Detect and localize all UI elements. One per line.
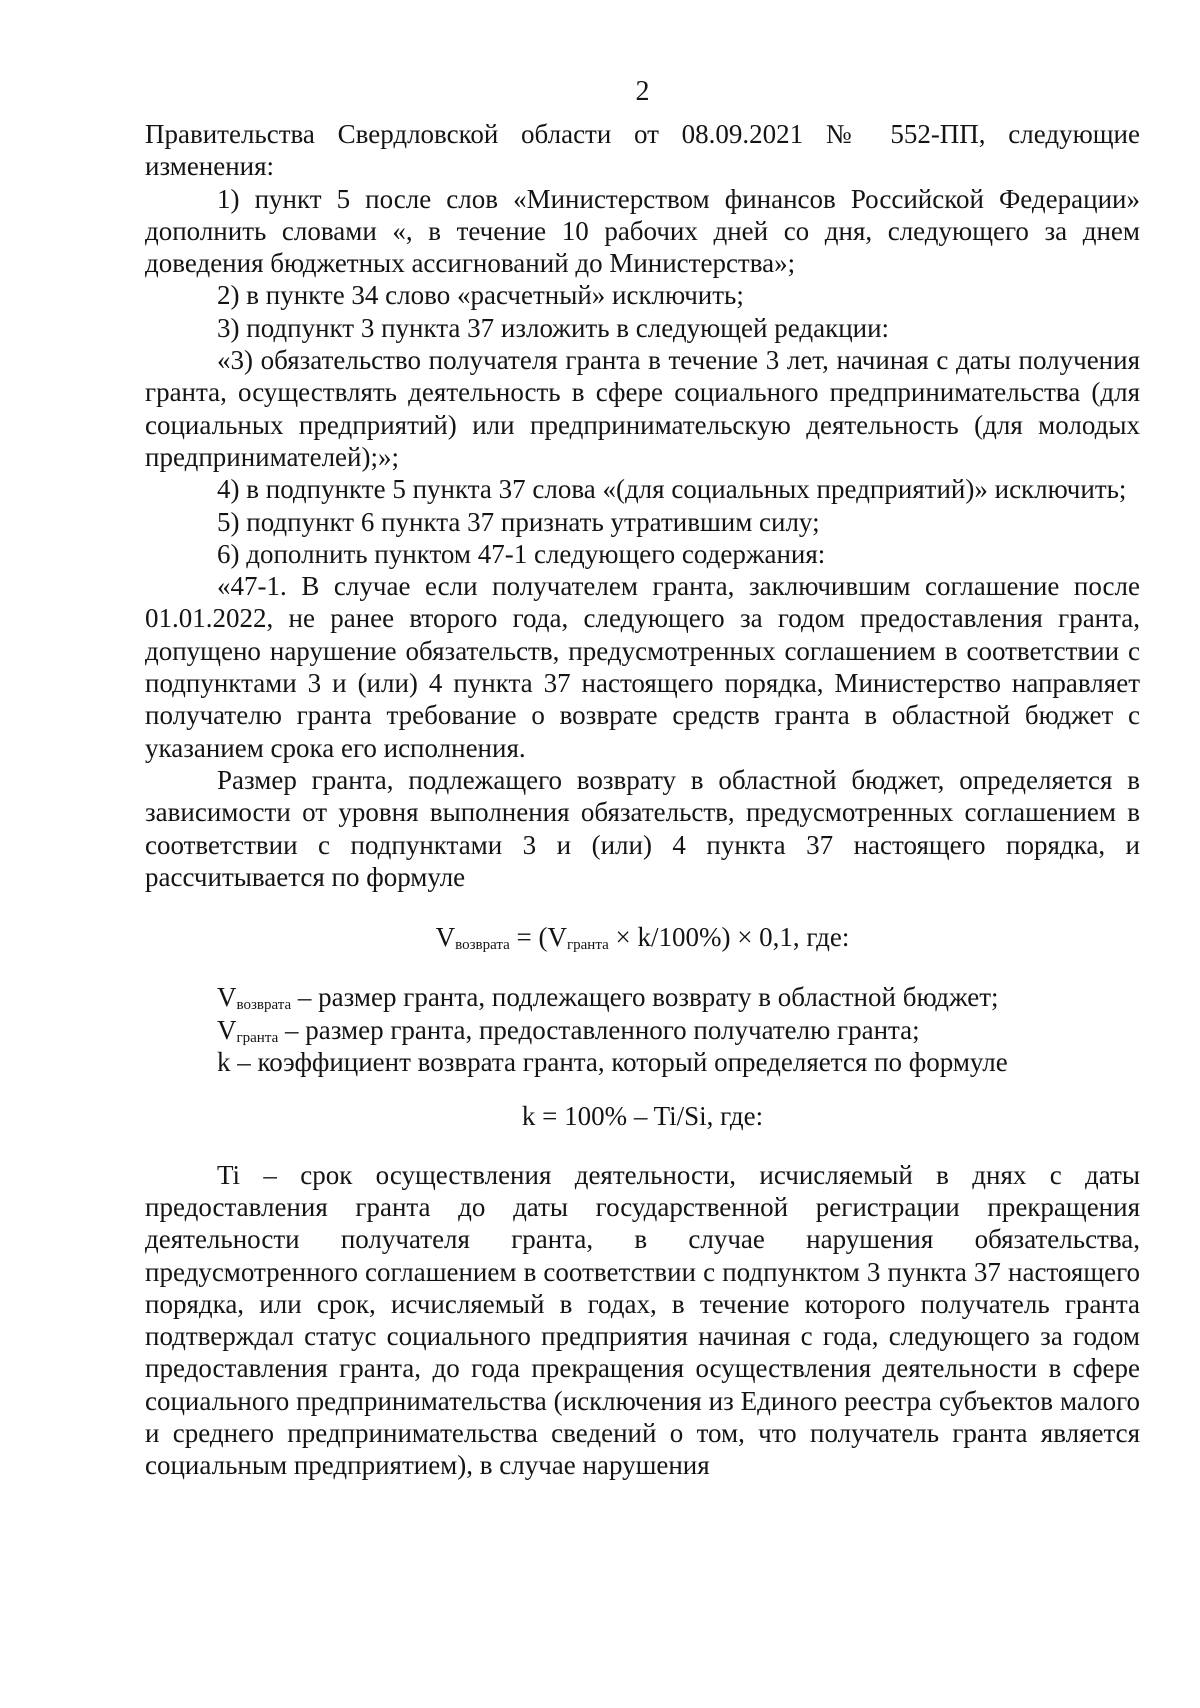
paragraph-item-5: 5) подпункт 6 пункта 37 признать утратившим силу; (217, 506, 820, 537)
paragraph-item-3: 3) подпункт 3 пункта 37 изложить в следующей редакции: (217, 312, 890, 343)
definition-v-grant (145, 1014, 1140, 1046)
page-number: 2 (635, 76, 650, 107)
definition-v-return (145, 981, 1140, 1013)
document-body (145, 118, 1140, 1482)
formula-v: V (435, 922, 456, 953)
formula-eq: = (V (509, 922, 567, 953)
definition-k: k – коэффициент возврата гранта, который определяется по формуле (217, 1047, 1008, 1078)
paragraph-grant-size: Размер гранта, подлежащего возврату в областной бюджет, определяется в зависимости от уровня выполнения обязательств, предусмотренных соглашением в соответствии с подпунктами 3 и (или) 4 пункта 37 настоящего порядка, и рассчитывается по формуле (145, 764, 1140, 892)
paragraph-item-6: 6) дополнить пунктом 47-1 следующего содержания: (217, 538, 826, 569)
definition-text: – размер гранта, подлежащего возврату в областной бюджет; (291, 982, 999, 1013)
definition-sub: возврата (236, 997, 292, 1014)
formula-return (145, 921, 1140, 953)
paragraph-quote-3: «3) обязательство получателя гранта в течение 3 лет, начиная с даты получения гранта, осуществлять деятельность в сфере социального предпринимательства (для социальных предприятий) или предпринимательскую деятельность (для молодых предпринимателей);»; (145, 345, 1140, 472)
formula-sub-grant: гранта (567, 937, 609, 954)
paragraph-item-2: 2) в пункте 34 слово «расчетный» исключить; (217, 280, 744, 311)
definition-v: V (217, 1014, 237, 1045)
paragraph-intro: Правительства Свердловской области от 08.09.2021 № 552-ПП, следующие изменения: (145, 119, 1140, 182)
formula-k: k = 100% – Ti/Si, где: (521, 1101, 764, 1132)
formula-tail: × k/100%) × 0,1, где: (608, 922, 850, 953)
paragraph-quote-47-1: «47-1. В случае если получателем гранта, заключившим соглашение после 01.01.2022, не ранее второго года, следующего за годом предоставления гранта, допущено нарушение обязательств, предусмотренных соглашением в соответствии с подпунктами 3 и (или) 4 пункта 37 настоящего порядка, Министерство направляет получателю гранта требование о возврате средств гранта в областной бюджет с указанием срока его исполнения. (145, 571, 1140, 763)
paragraph-item-4: 4) в подпункте 5 пункта 37 слова «(для социальных предприятий)» исключить; (217, 474, 1127, 505)
formula-sub-return: возврата (455, 937, 510, 954)
definition-sub: гранта (236, 1029, 279, 1046)
paragraph-item-1: 1) пункт 5 после слов «Министерством финансов Российской Федерации» дополнить словами «, в течение 10 рабочих дней со дня, следующего за днем доведения бюджетных ассигнований до Министерства»; (145, 183, 1140, 279)
definition-text: – размер гранта, предоставленного получателю гранта; (278, 1014, 920, 1045)
paragraph-ti-definition: Ti – срок осуществления деятельности, исчисляемый в днях с даты предоставления гранта до даты государственной регистрации прекращения деятельности получателя гранта, в случае нарушения обязательства, предусмотренного соглашением в соответствии с подпунктом 3 пункта 37 настоящего порядка, или срок, исчисляемый в годах, в течение которого получатель гранта подтверждал статус социального предприятия начиная с года, следующего за годом предоставления гранта, до года прекращения осуществления деятельности в сфере социального предпринимательства (исключения из Единого реестра субъектов малого и среднего предпринимательства сведений о том, что получатель гранта является социальным предприятием), в случае нарушения (145, 1159, 1140, 1481)
definition-v: V (217, 982, 237, 1013)
